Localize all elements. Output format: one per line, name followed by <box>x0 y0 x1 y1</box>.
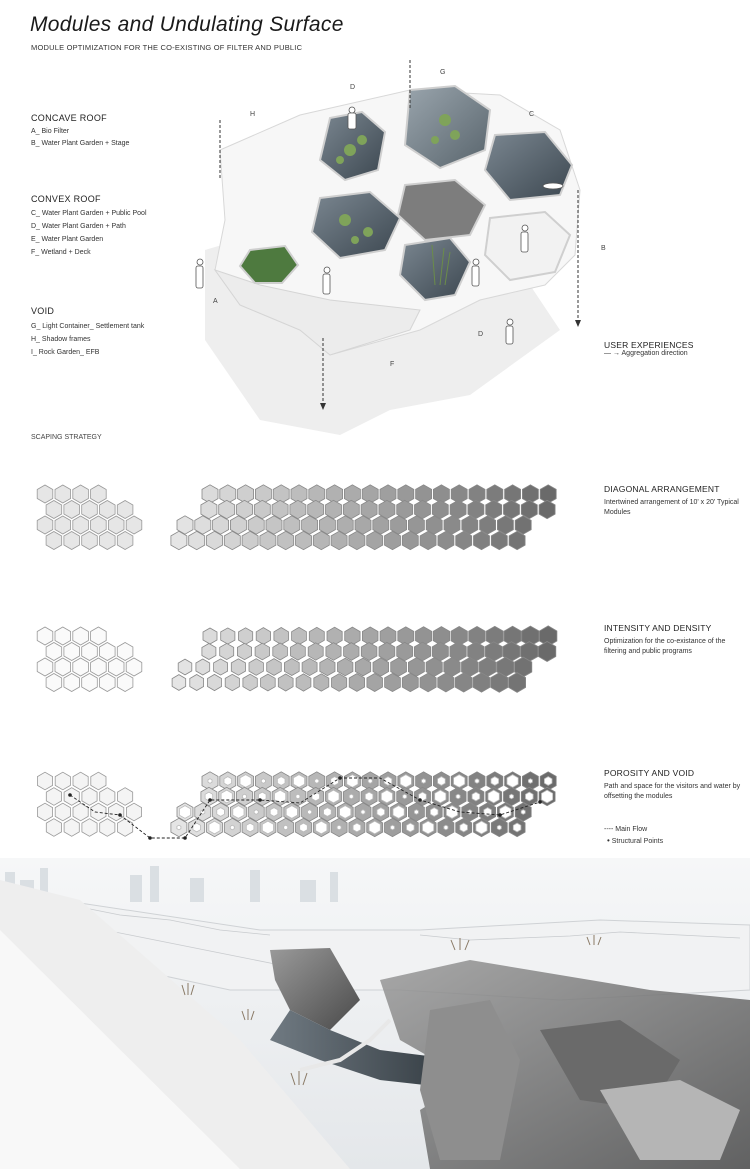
strategy-desc-3: Path and space for the visitors and water by offsetting the modules <box>604 783 741 800</box>
main-flow-label: Main Flow <box>615 826 648 833</box>
structural-points-label: Structural Points <box>611 838 664 845</box>
void-heading: VOID <box>31 306 55 316</box>
axon-label-g: G <box>440 69 446 76</box>
legend-item-c: C_ Water Plant Garden + Public Pool <box>31 210 147 217</box>
page-title: Modules and Undulating Surface <box>30 13 344 36</box>
page-subtitle: MODULE OPTIMIZATION FOR THE CO-EXISTING OF FILTER AND PUBLIC <box>31 43 303 52</box>
strategy-desc-1: Intertwined arrangement of 10' x 20' Typical Modules <box>604 499 739 516</box>
scaping-strategy-label: SCAPING STRATEGY <box>31 434 102 441</box>
axon-label-d-top: D <box>350 84 356 91</box>
strategy-heading-1: DIAGONAL ARRANGEMENT <box>604 484 720 494</box>
aggregation-direction-label: Aggregation direction <box>621 350 688 357</box>
legend-item-g: G_ Light Container_ Settlement tank <box>31 323 145 330</box>
convex-roof-heading: CONVEX ROOF <box>31 194 101 204</box>
dot-icon: • <box>607 836 610 845</box>
axon-label-h: H <box>250 111 256 118</box>
user-experiences-heading: USER EXPERIENCES <box>604 340 694 350</box>
dashed-line-icon: ---- <box>604 826 614 833</box>
legend-item-f: F_ Wetland + Deck <box>31 249 91 256</box>
legend-item-a: A_ Bio Filter <box>31 128 70 135</box>
legend-item-i: I_ Rock Garden_ EFB <box>31 349 100 356</box>
axon-label-d-bottom: D <box>478 331 484 338</box>
legend-item-b: B_ Water Plant Garden + Stage <box>31 140 130 147</box>
dash-arrow-icon: — → <box>604 350 620 357</box>
legend-item-d: D_ Water Plant Garden + Path <box>31 223 126 230</box>
legend-item-e: E_ Water Plant Garden <box>31 236 104 243</box>
legend-item-h: H_ Shadow frames <box>31 336 91 343</box>
axon-label-c: C <box>529 111 535 118</box>
axon-label-a: A <box>213 298 218 305</box>
strategy-heading-3: POROSITY AND VOID <box>604 768 695 778</box>
axon-label-f: F <box>390 361 395 368</box>
strategy-heading-2: INTENSITY AND DENSITY <box>604 623 712 633</box>
concave-roof-heading: CONCAVE ROOF <box>31 113 107 123</box>
axon-label-b: B <box>601 245 606 252</box>
strategy-desc-2: Optimization for the co-existance of the filtering and public programs <box>604 638 726 655</box>
